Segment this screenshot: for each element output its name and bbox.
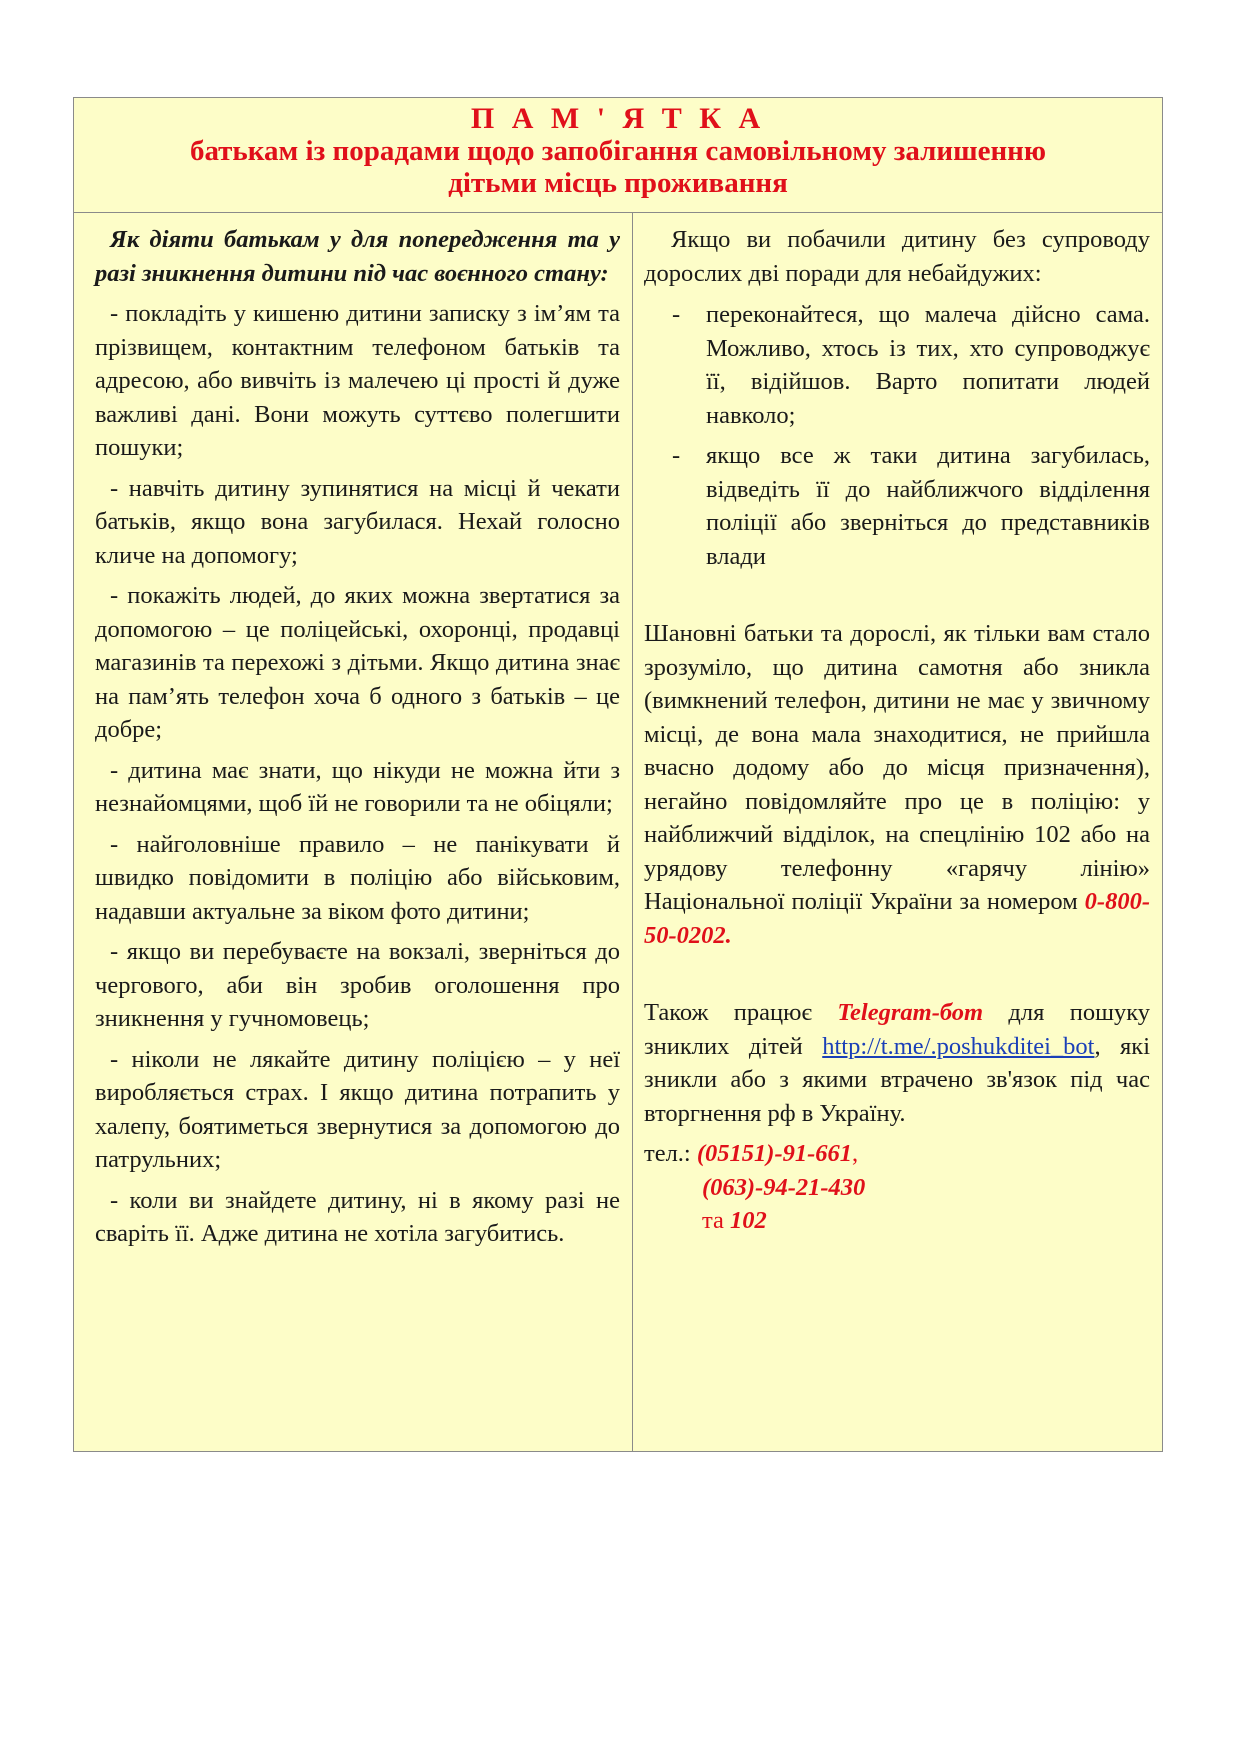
phone-line bbox=[644, 1204, 1150, 1238]
telegram-bot-label: Telegram-бот bbox=[837, 999, 984, 1026]
police-paragraph bbox=[644, 617, 1150, 952]
telegram-text-start: Також працює bbox=[644, 999, 838, 1026]
left-item: - якщо ви перебуваєте на вокзалі, зверніться до чергового, аби він зробив оголошення про зникнення у гучномовець; bbox=[95, 938, 620, 1032]
right-column bbox=[633, 213, 1162, 1451]
tips-list bbox=[644, 298, 1150, 573]
police-text: Шановні батьки та дорослі, як тільки вам стало зрозуміло, що дитина самотня або зникла (вимкнений телефон, дитини не має у звичному місці, де вона мала знаходитися, не прийшла вчасно додому або до місця призначення), негайно повідомляйте про це в поліцію: у найближчий відділок, на спецлінію 102 або на урядову телефонну «гарячу лінію» Національної поліції України за номером bbox=[644, 620, 1150, 915]
dash-bullet: - bbox=[672, 442, 681, 469]
phone-line bbox=[644, 1137, 1150, 1171]
telegram-paragraph bbox=[644, 996, 1150, 1130]
dash-bullet: - bbox=[672, 301, 681, 328]
tel-label: тел.: bbox=[644, 1140, 697, 1167]
telegram-text-end: , які зникли або з якими втрачено зв'язок під час вторгнення рф в Україну. bbox=[644, 1032, 1150, 1127]
phone-3: 102 bbox=[730, 1207, 767, 1234]
hotline-number: 0-800-50-0202. bbox=[644, 888, 1150, 949]
tip-item bbox=[644, 298, 1150, 432]
right-intro: Якщо ви побачили дитину без супроводу дорослих дві поради для небайдужих: bbox=[644, 226, 1150, 287]
left-item: - покладіть у кишеню дитини записку з ім’ям та прізвищем, контактним телефоном батьків та адресою, або вивчіть із малечею ці прості й дуже важливі дані. Вони можуть суттєво полегшити пошуки; bbox=[95, 300, 620, 461]
phone-1: (05151)-91-661 bbox=[696, 1140, 853, 1167]
phone-comma: , bbox=[852, 1140, 859, 1167]
left-column bbox=[74, 213, 633, 1451]
left-lead: Як діяти батькам у для попередження та у разі зникнення дитини під час воєнного стану: bbox=[95, 226, 620, 287]
left-item: - ніколи не лякайте дитину поліцією – у неї виробляється страх. І якщо дитина потрапить у халепу, боятиметься звернутися за допомогою до патрульних; bbox=[95, 1045, 620, 1173]
memo-title: П А М ' Я Т К А bbox=[470, 102, 766, 135]
memo-table bbox=[73, 97, 1163, 1452]
phone-2: (063)-94-21-430 bbox=[702, 1173, 866, 1201]
tip-item bbox=[644, 439, 1150, 573]
phone-line bbox=[644, 1171, 1150, 1205]
phone-and: та bbox=[702, 1207, 731, 1234]
telegram-bot-link[interactable]: http://t.me/.poshukditei_bot bbox=[822, 1032, 1095, 1060]
phones-block bbox=[644, 1137, 1150, 1238]
memo-subtitle-line2: дітьми місць проживання bbox=[448, 167, 788, 199]
left-item: - коли ви знайдете дитину, ні в якому разі не сваріть її. Адже дитина не хотіла загубитись. bbox=[95, 1186, 620, 1247]
memo-subtitle-line1: батькам із порадами щодо запобігання самовільному залишенню bbox=[189, 135, 1047, 167]
tip-text: переконайтеся, що малеча дійсно сама. Можливо, хтось із тих, хто супроводжує її, відійшов. Варто попитати людей навколо; bbox=[706, 301, 1150, 429]
memo-header bbox=[74, 98, 1162, 213]
left-item: - дитина має знати, що нікуди не можна йти з незнайомцями, щоб їй не говорили та не обіцяли; bbox=[95, 756, 620, 817]
memo-columns bbox=[74, 213, 1162, 1451]
telegram-text-mid: для пошуку зниклих дітей bbox=[644, 999, 1151, 1060]
left-item: - навчіть дитину зупинятися на місці й чекати батьків, якщо вона загубилася. Нехай голосно кличе на допомогу; bbox=[95, 474, 620, 569]
left-item: - покажіть людей, до яких можна звертатися за допомогою – це поліцейські, охоронці, продавці магазинів та перехожі з дітьми. Якщо дитина знає на пам’ять телефон хоча б одного з батьків – це добре; bbox=[95, 582, 620, 743]
left-item: - найголовніше правило – не панікувати й швидко повідомити в поліцію або військовим, надавши актуальне за віком фото дитини; bbox=[95, 830, 620, 925]
tip-text: якщо все ж таки дитина загубилась, відведіть її до найближчого відділення поліції або зверніться до представників влади bbox=[706, 442, 1150, 570]
